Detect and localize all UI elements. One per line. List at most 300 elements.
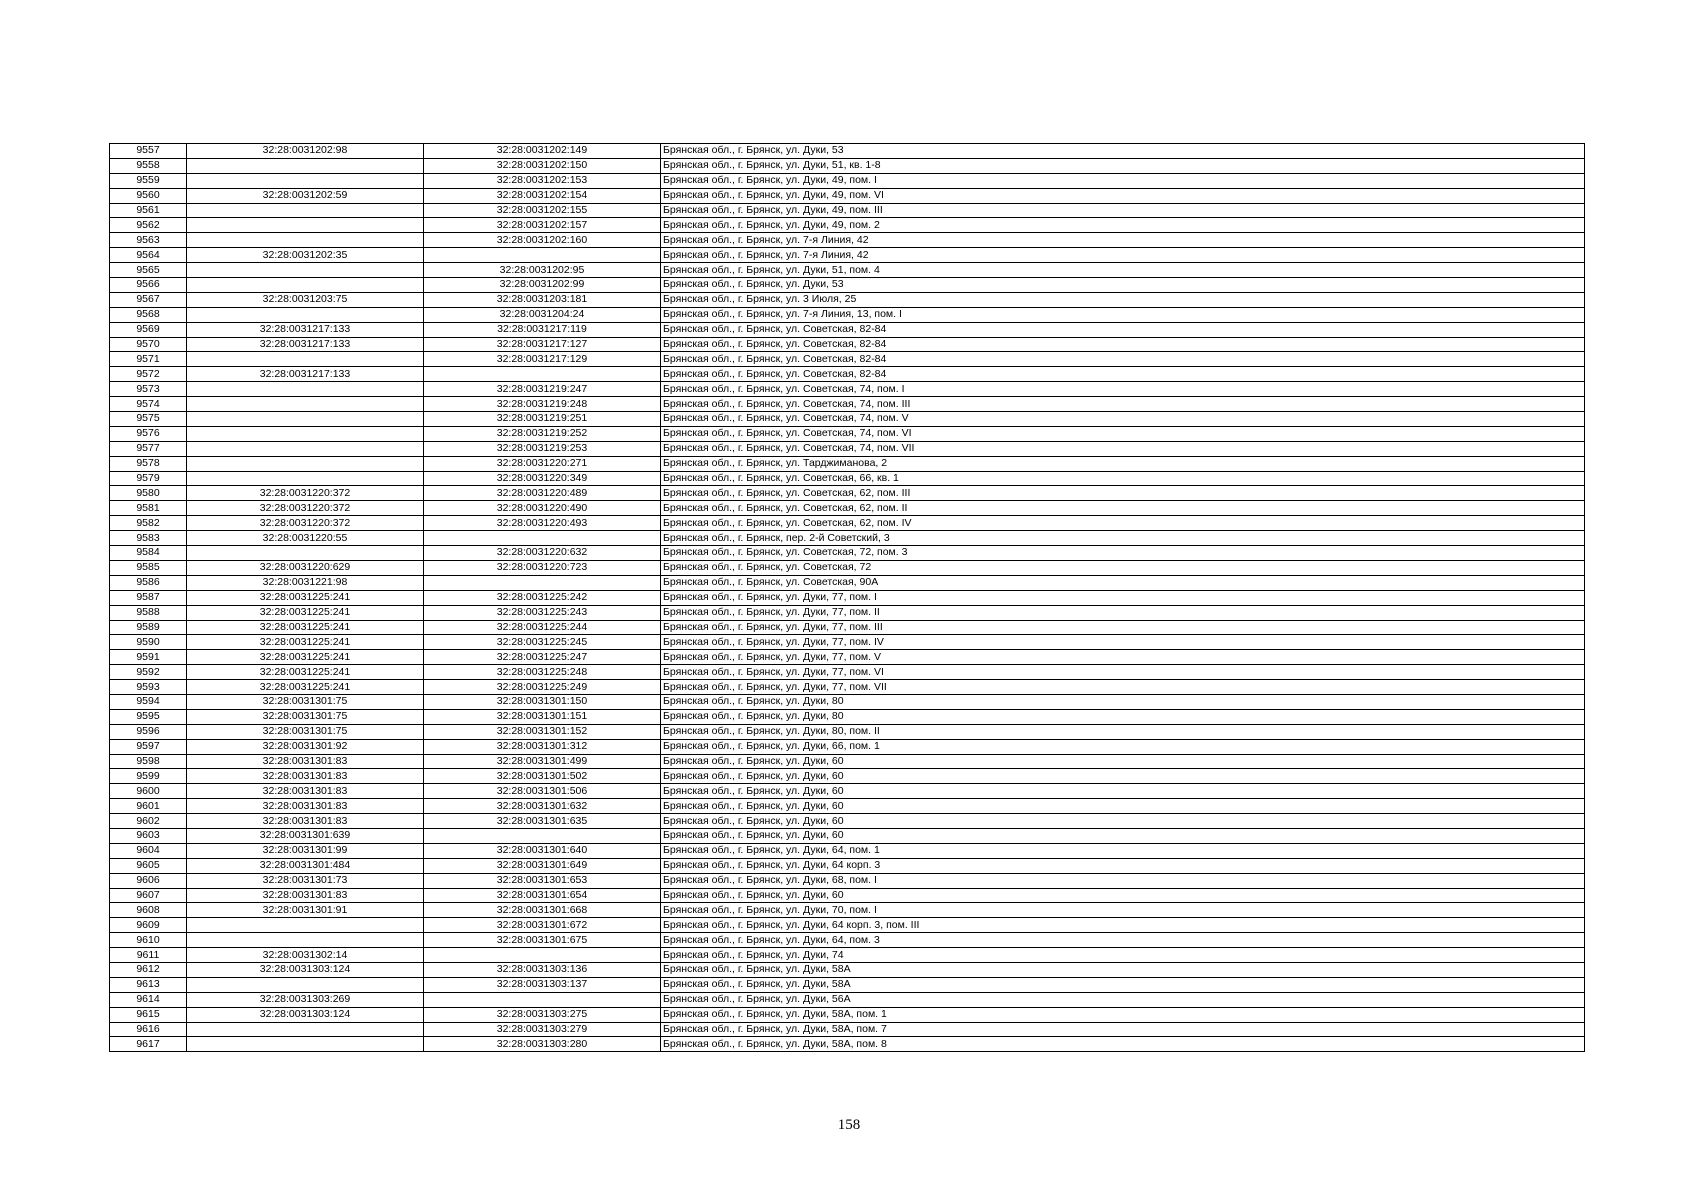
table-row xyxy=(110,888,1585,903)
parent-cadastral-number-cell: 32:28:0031225:241 xyxy=(187,665,424,680)
object-cadastral-number-cell: 32:28:0031217:127 xyxy=(424,337,661,352)
parent-cadastral-number-cell xyxy=(187,441,424,456)
table-row xyxy=(110,962,1585,977)
parent-cadastral-number-cell xyxy=(187,233,424,248)
object-cadastral-number-cell: 32:28:0031301:151 xyxy=(424,709,661,724)
table-row xyxy=(110,292,1585,307)
parent-cadastral-number-cell: 32:28:0031301:83 xyxy=(187,754,424,769)
address-cell: Брянская обл., г. Брянск, ул. Дуки, 53 xyxy=(661,144,1585,159)
address-cell: Брянская обл., г. Брянск, ул. Советская, 66, кв. 1 xyxy=(661,471,1585,486)
parent-cadastral-number-cell: 32:28:0031225:241 xyxy=(187,590,424,605)
row-number-cell: 9599 xyxy=(110,769,187,784)
address-cell: Брянская обл., г. Брянск, ул. Дуки, 77, пом. V xyxy=(661,650,1585,665)
table-row xyxy=(110,367,1585,382)
address-cell: Брянская обл., г. Брянск, ул. Дуки, 60 xyxy=(661,888,1585,903)
row-number-cell: 9592 xyxy=(110,665,187,680)
table-row xyxy=(110,799,1585,814)
row-number-cell: 9605 xyxy=(110,858,187,873)
object-cadastral-number-cell: 32:28:0031204:24 xyxy=(424,307,661,322)
row-number-cell: 9608 xyxy=(110,903,187,918)
parent-cadastral-number-cell xyxy=(187,158,424,173)
table-row xyxy=(110,814,1585,829)
object-cadastral-number-cell xyxy=(424,828,661,843)
parent-cadastral-number-cell xyxy=(187,546,424,561)
row-number-cell: 9562 xyxy=(110,218,187,233)
row-number-cell: 9596 xyxy=(110,724,187,739)
object-cadastral-number-cell: 32:28:0031303:275 xyxy=(424,1007,661,1022)
cadastral-table xyxy=(109,143,1585,1052)
row-number-cell: 9561 xyxy=(110,203,187,218)
object-cadastral-number-cell: 32:28:0031219:247 xyxy=(424,382,661,397)
address-cell: Брянская обл., г. Брянск, ул. Дуки, 64 корп. 3 xyxy=(661,858,1585,873)
address-cell: Брянская обл., г. Брянск, ул. Дуки, 58А, пом. 1 xyxy=(661,1007,1585,1022)
object-cadastral-number-cell: 32:28:0031202:157 xyxy=(424,218,661,233)
row-number-cell: 9563 xyxy=(110,233,187,248)
row-number-cell: 9578 xyxy=(110,456,187,471)
parent-cadastral-number-cell xyxy=(187,382,424,397)
address-cell: Брянская обл., г. Брянск, ул. Советская, 82-84 xyxy=(661,367,1585,382)
row-number-cell: 9610 xyxy=(110,933,187,948)
address-cell: Брянская обл., г. Брянск, ул. Дуки, 60 xyxy=(661,814,1585,829)
object-cadastral-number-cell: 32:28:0031225:247 xyxy=(424,650,661,665)
table-row xyxy=(110,873,1585,888)
parent-cadastral-number-cell: 32:28:0031301:639 xyxy=(187,828,424,843)
object-cadastral-number-cell: 32:28:0031219:248 xyxy=(424,397,661,412)
address-cell: Брянская обл., г. Брянск, ул. Дуки, 80 xyxy=(661,709,1585,724)
parent-cadastral-number-cell: 32:28:0031217:133 xyxy=(187,367,424,382)
table-row xyxy=(110,337,1585,352)
row-number-cell: 9606 xyxy=(110,873,187,888)
row-number-cell: 9603 xyxy=(110,828,187,843)
table-row xyxy=(110,948,1585,963)
object-cadastral-number-cell: 32:28:0031225:244 xyxy=(424,620,661,635)
table-row xyxy=(110,605,1585,620)
address-cell: Брянская обл., г. Брянск, ул. Дуки, 60 xyxy=(661,754,1585,769)
table-row xyxy=(110,680,1585,695)
object-cadastral-number-cell xyxy=(424,367,661,382)
address-cell: Брянская обл., г. Брянск, ул. Дуки, 58А xyxy=(661,977,1585,992)
row-number-cell: 9559 xyxy=(110,173,187,188)
object-cadastral-number-cell: 32:28:0031225:245 xyxy=(424,635,661,650)
row-number-cell: 9590 xyxy=(110,635,187,650)
table-row xyxy=(110,635,1585,650)
table-row xyxy=(110,769,1585,784)
table-row xyxy=(110,233,1585,248)
address-cell: Брянская обл., г. Брянск, ул. Дуки, 49, пом. I xyxy=(661,173,1585,188)
parent-cadastral-number-cell: 32:28:0031301:99 xyxy=(187,843,424,858)
parent-cadastral-number-cell: 32:28:0031302:14 xyxy=(187,948,424,963)
row-number-cell: 9584 xyxy=(110,546,187,561)
object-cadastral-number-cell: 32:28:0031217:119 xyxy=(424,322,661,337)
table-row xyxy=(110,1037,1585,1052)
address-cell: Брянская обл., г. Брянск, ул. Дуки, 64, пом. 3 xyxy=(661,933,1585,948)
row-number-cell: 9576 xyxy=(110,426,187,441)
object-cadastral-number-cell: 32:28:0031301:312 xyxy=(424,739,661,754)
parent-cadastral-number-cell: 32:28:0031303:124 xyxy=(187,1007,424,1022)
object-cadastral-number-cell: 32:28:0031203:181 xyxy=(424,292,661,307)
table-row xyxy=(110,516,1585,531)
address-cell: Брянская обл., г. Брянск, ул. Дуки, 77, пом. VI xyxy=(661,665,1585,680)
parent-cadastral-number-cell xyxy=(187,307,424,322)
row-number-cell: 9566 xyxy=(110,278,187,293)
object-cadastral-number-cell: 32:28:0031301:668 xyxy=(424,903,661,918)
address-cell: Брянская обл., г. Брянск, ул. Советская, 72 xyxy=(661,560,1585,575)
object-cadastral-number-cell: 32:28:0031202:155 xyxy=(424,203,661,218)
row-number-cell: 9612 xyxy=(110,962,187,977)
table-row xyxy=(110,426,1585,441)
address-cell: Брянская обл., г. Брянск, ул. Советская, 74, пом. VI xyxy=(661,426,1585,441)
object-cadastral-number-cell: 32:28:0031219:251 xyxy=(424,412,661,427)
table-row xyxy=(110,694,1585,709)
table-row xyxy=(110,218,1585,233)
parent-cadastral-number-cell: 32:28:0031225:241 xyxy=(187,635,424,650)
row-number-cell: 9609 xyxy=(110,918,187,933)
address-cell: Брянская обл., г. Брянск, ул. 7-я Линия, 42 xyxy=(661,233,1585,248)
object-cadastral-number-cell: 32:28:0031303:137 xyxy=(424,977,661,992)
parent-cadastral-number-cell: 32:28:0031202:98 xyxy=(187,144,424,159)
address-cell: Брянская обл., г. Брянск, ул. Тарджиманова, 2 xyxy=(661,456,1585,471)
row-number-cell: 9598 xyxy=(110,754,187,769)
object-cadastral-number-cell: 32:28:0031220:349 xyxy=(424,471,661,486)
row-number-cell: 9613 xyxy=(110,977,187,992)
row-number-cell: 9565 xyxy=(110,263,187,278)
parent-cadastral-number-cell: 32:28:0031220:372 xyxy=(187,486,424,501)
row-number-cell: 9617 xyxy=(110,1037,187,1052)
row-number-cell: 9614 xyxy=(110,992,187,1007)
row-number-cell: 9579 xyxy=(110,471,187,486)
address-cell: Брянская обл., г. Брянск, ул. Советская, 62, пом. IV xyxy=(661,516,1585,531)
parent-cadastral-number-cell: 32:28:0031301:83 xyxy=(187,799,424,814)
parent-cadastral-number-cell xyxy=(187,397,424,412)
row-number-cell: 9582 xyxy=(110,516,187,531)
table-row xyxy=(110,575,1585,590)
table-row xyxy=(110,709,1585,724)
row-number-cell: 9558 xyxy=(110,158,187,173)
object-cadastral-number-cell: 32:28:0031301:502 xyxy=(424,769,661,784)
address-cell: Брянская обл., г. Брянск, ул. Советская, 74, пом. V xyxy=(661,412,1585,427)
address-cell: Брянская обл., г. Брянск, ул. Дуки, 58А, пом. 8 xyxy=(661,1037,1585,1052)
address-cell: Брянская обл., г. Брянск, ул. Советская, 82-84 xyxy=(661,322,1585,337)
table-row xyxy=(110,188,1585,203)
object-cadastral-number-cell: 32:28:0031219:252 xyxy=(424,426,661,441)
parent-cadastral-number-cell: 32:28:0031220:372 xyxy=(187,501,424,516)
parent-cadastral-number-cell: 32:28:0031221:98 xyxy=(187,575,424,590)
address-cell: Брянская обл., г. Брянск, ул. Советская, 74, пом. III xyxy=(661,397,1585,412)
address-cell: Брянская обл., г. Брянск, ул. Дуки, 77, пом. III xyxy=(661,620,1585,635)
parent-cadastral-number-cell xyxy=(187,1037,424,1052)
address-cell: Брянская обл., г. Брянск, ул. Дуки, 58А, пом. 7 xyxy=(661,1022,1585,1037)
row-number-cell: 9560 xyxy=(110,188,187,203)
address-cell: Брянская обл., г. Брянск, ул. Советская, 74, пом. I xyxy=(661,382,1585,397)
row-number-cell: 9581 xyxy=(110,501,187,516)
row-number-cell: 9557 xyxy=(110,144,187,159)
address-cell: Брянская обл., г. Брянск, ул. Дуки, 70, пом. I xyxy=(661,903,1585,918)
table-row xyxy=(110,173,1585,188)
address-cell: Брянская обл., г. Брянск, ул. Дуки, 51, кв. 1-8 xyxy=(661,158,1585,173)
object-cadastral-number-cell xyxy=(424,248,661,263)
address-cell: Брянская обл., г. Брянск, ул. Дуки, 49, пом. 2 xyxy=(661,218,1585,233)
object-cadastral-number-cell: 32:28:0031301:649 xyxy=(424,858,661,873)
table-row xyxy=(110,739,1585,754)
table-row xyxy=(110,471,1585,486)
table-row xyxy=(110,382,1585,397)
row-number-cell: 9586 xyxy=(110,575,187,590)
row-number-cell: 9583 xyxy=(110,531,187,546)
object-cadastral-number-cell: 32:28:0031303:279 xyxy=(424,1022,661,1037)
parent-cadastral-number-cell: 32:28:0031225:241 xyxy=(187,650,424,665)
table-row xyxy=(110,144,1585,159)
address-cell: Брянская обл., г. Брянск, ул. Дуки, 60 xyxy=(661,784,1585,799)
parent-cadastral-number-cell xyxy=(187,263,424,278)
object-cadastral-number-cell: 32:28:0031301:632 xyxy=(424,799,661,814)
address-cell: Брянская обл., г. Брянск, ул. Советская, 74, пом. VII xyxy=(661,441,1585,456)
table-row xyxy=(110,828,1585,843)
row-number-cell: 9616 xyxy=(110,1022,187,1037)
parent-cadastral-number-cell: 32:28:0031220:55 xyxy=(187,531,424,546)
address-cell: Брянская обл., г. Брянск, ул. Дуки, 77, пом. I xyxy=(661,590,1585,605)
table-row xyxy=(110,933,1585,948)
parent-cadastral-number-cell: 32:28:0031220:629 xyxy=(187,560,424,575)
object-cadastral-number-cell: 32:28:0031301:654 xyxy=(424,888,661,903)
object-cadastral-number-cell: 32:28:0031225:242 xyxy=(424,590,661,605)
parent-cadastral-number-cell xyxy=(187,278,424,293)
object-cadastral-number-cell: 32:28:0031225:248 xyxy=(424,665,661,680)
parent-cadastral-number-cell xyxy=(187,352,424,367)
row-number-cell: 9601 xyxy=(110,799,187,814)
parent-cadastral-number-cell: 32:28:0031217:133 xyxy=(187,337,424,352)
object-cadastral-number-cell: 32:28:0031301:635 xyxy=(424,814,661,829)
object-cadastral-number-cell: 32:28:0031301:653 xyxy=(424,873,661,888)
page-number: 158 xyxy=(837,1117,861,1133)
object-cadastral-number-cell: 32:28:0031220:271 xyxy=(424,456,661,471)
address-cell: Брянская обл., г. Брянск, ул. Дуки, 68, пом. I xyxy=(661,873,1585,888)
address-cell: Брянская обл., г. Брянск, ул. Дуки, 80, пом. II xyxy=(661,724,1585,739)
object-cadastral-number-cell: 32:28:0031301:675 xyxy=(424,933,661,948)
parent-cadastral-number-cell: 32:28:0031301:75 xyxy=(187,709,424,724)
row-number-cell: 9571 xyxy=(110,352,187,367)
table-row xyxy=(110,278,1585,293)
object-cadastral-number-cell: 32:28:0031303:280 xyxy=(424,1037,661,1052)
parent-cadastral-number-cell: 32:28:0031301:83 xyxy=(187,888,424,903)
table-row xyxy=(110,724,1585,739)
parent-cadastral-number-cell: 32:28:0031225:241 xyxy=(187,680,424,695)
row-number-cell: 9594 xyxy=(110,694,187,709)
address-cell: Брянская обл., г. Брянск, ул. Дуки, 58А xyxy=(661,962,1585,977)
object-cadastral-number-cell: 32:28:0031202:95 xyxy=(424,263,661,278)
object-cadastral-number-cell: 32:28:0031301:672 xyxy=(424,918,661,933)
row-number-cell: 9607 xyxy=(110,888,187,903)
address-cell: Брянская обл., г. Брянск, ул. Дуки, 60 xyxy=(661,799,1585,814)
parent-cadastral-number-cell xyxy=(187,918,424,933)
parent-cadastral-number-cell: 32:28:0031303:269 xyxy=(187,992,424,1007)
parent-cadastral-number-cell: 32:28:0031220:372 xyxy=(187,516,424,531)
address-cell: Брянская обл., г. Брянск, ул. Советская, 90А xyxy=(661,575,1585,590)
parent-cadastral-number-cell: 32:28:0031301:73 xyxy=(187,873,424,888)
table-row xyxy=(110,784,1585,799)
object-cadastral-number-cell: 32:28:0031220:489 xyxy=(424,486,661,501)
parent-cadastral-number-cell: 32:28:0031301:75 xyxy=(187,694,424,709)
parent-cadastral-number-cell xyxy=(187,471,424,486)
table-row xyxy=(110,441,1585,456)
address-cell: Брянская обл., г. Брянск, пер. 2-й Советский, 3 xyxy=(661,531,1585,546)
address-cell: Брянская обл., г. Брянск, ул. Дуки, 49, пом. III xyxy=(661,203,1585,218)
address-cell: Брянская обл., г. Брянск, ул. Советская, 62, пом. II xyxy=(661,501,1585,516)
row-number-cell: 9570 xyxy=(110,337,187,352)
table-row xyxy=(110,620,1585,635)
address-cell: Брянская обл., г. Брянск, ул. Дуки, 77, пом. II xyxy=(661,605,1585,620)
parent-cadastral-number-cell xyxy=(187,1022,424,1037)
table-row xyxy=(110,977,1585,992)
parent-cadastral-number-cell xyxy=(187,456,424,471)
object-cadastral-number-cell: 32:28:0031303:136 xyxy=(424,962,661,977)
table-row xyxy=(110,412,1585,427)
table-row xyxy=(110,352,1585,367)
object-cadastral-number-cell: 32:28:0031225:243 xyxy=(424,605,661,620)
address-cell: Брянская обл., г. Брянск, ул. Дуки, 60 xyxy=(661,769,1585,784)
address-cell: Брянская обл., г. Брянск, ул. Советская, 82-84 xyxy=(661,337,1585,352)
object-cadastral-number-cell: 32:28:0031202:99 xyxy=(424,278,661,293)
parent-cadastral-number-cell: 32:28:0031301:91 xyxy=(187,903,424,918)
object-cadastral-number-cell: 32:28:0031202:150 xyxy=(424,158,661,173)
address-cell: Брянская обл., г. Брянск, ул. 3 Июля, 25 xyxy=(661,292,1585,307)
parent-cadastral-number-cell: 32:28:0031202:59 xyxy=(187,188,424,203)
table-row xyxy=(110,531,1585,546)
address-cell: Брянская обл., г. Брянск, ул. Дуки, 80 xyxy=(661,694,1585,709)
table-row xyxy=(110,903,1585,918)
object-cadastral-number-cell: 32:28:0031220:632 xyxy=(424,546,661,561)
table-row xyxy=(110,843,1585,858)
table-row xyxy=(110,918,1585,933)
address-cell: Брянская обл., г. Брянск, ул. Дуки, 56А xyxy=(661,992,1585,1007)
table-row xyxy=(110,263,1585,278)
row-number-cell: 9588 xyxy=(110,605,187,620)
address-cell: Брянская обл., г. Брянск, ул. Дуки, 60 xyxy=(661,828,1585,843)
parent-cadastral-number-cell xyxy=(187,203,424,218)
object-cadastral-number-cell: 32:28:0031301:152 xyxy=(424,724,661,739)
object-cadastral-number-cell: 32:28:0031202:154 xyxy=(424,188,661,203)
address-cell: Брянская обл., г. Брянск, ул. 7-я Линия, 13, пом. I xyxy=(661,307,1585,322)
row-number-cell: 9580 xyxy=(110,486,187,501)
row-number-cell: 9611 xyxy=(110,948,187,963)
row-number-cell: 9604 xyxy=(110,843,187,858)
object-cadastral-number-cell: 32:28:0031202:153 xyxy=(424,173,661,188)
row-number-cell: 9568 xyxy=(110,307,187,322)
parent-cadastral-number-cell xyxy=(187,933,424,948)
address-cell: Брянская обл., г. Брянск, ул. Дуки, 53 xyxy=(661,278,1585,293)
parent-cadastral-number-cell xyxy=(187,218,424,233)
table-row xyxy=(110,754,1585,769)
parent-cadastral-number-cell: 32:28:0031225:241 xyxy=(187,620,424,635)
table-row xyxy=(110,158,1585,173)
object-cadastral-number-cell xyxy=(424,948,661,963)
table-row xyxy=(110,560,1585,575)
object-cadastral-number-cell: 32:28:0031220:490 xyxy=(424,501,661,516)
address-cell: Брянская обл., г. Брянск, ул. Советская, 72, пом. 3 xyxy=(661,546,1585,561)
object-cadastral-number-cell: 32:28:0031220:723 xyxy=(424,560,661,575)
address-cell: Брянская обл., г. Брянск, ул. Дуки, 66, пом. 1 xyxy=(661,739,1585,754)
row-number-cell: 9600 xyxy=(110,784,187,799)
address-cell: Брянская обл., г. Брянск, ул. Дуки, 51, пом. 4 xyxy=(661,263,1585,278)
address-cell: Брянская обл., г. Брянск, ул. Дуки, 74 xyxy=(661,948,1585,963)
table-row xyxy=(110,501,1585,516)
table-row xyxy=(110,307,1585,322)
row-number-cell: 9564 xyxy=(110,248,187,263)
object-cadastral-number-cell xyxy=(424,531,661,546)
row-number-cell: 9589 xyxy=(110,620,187,635)
row-number-cell: 9595 xyxy=(110,709,187,724)
table-row xyxy=(110,858,1585,873)
object-cadastral-number-cell xyxy=(424,575,661,590)
object-cadastral-number-cell: 32:28:0031220:493 xyxy=(424,516,661,531)
row-number-cell: 9577 xyxy=(110,441,187,456)
row-number-cell: 9587 xyxy=(110,590,187,605)
table-row xyxy=(110,650,1585,665)
object-cadastral-number-cell: 32:28:0031301:506 xyxy=(424,784,661,799)
address-cell: Брянская обл., г. Брянск, ул. Советская, 82-84 xyxy=(661,352,1585,367)
parent-cadastral-number-cell: 32:28:0031217:133 xyxy=(187,322,424,337)
parent-cadastral-number-cell: 32:28:0031301:83 xyxy=(187,769,424,784)
address-cell: Брянская обл., г. Брянск, ул. Дуки, 77, пом. VII xyxy=(661,680,1585,695)
parent-cadastral-number-cell xyxy=(187,173,424,188)
row-number-cell: 9574 xyxy=(110,397,187,412)
parent-cadastral-number-cell: 32:28:0031225:241 xyxy=(187,605,424,620)
row-number-cell: 9572 xyxy=(110,367,187,382)
table-row xyxy=(110,486,1585,501)
row-number-cell: 9593 xyxy=(110,680,187,695)
row-number-cell: 9569 xyxy=(110,322,187,337)
row-number-cell: 9597 xyxy=(110,739,187,754)
table-row xyxy=(110,590,1585,605)
table-row xyxy=(110,1022,1585,1037)
address-cell: Брянская обл., г. Брянск, ул. 7-я Линия, 42 xyxy=(661,248,1585,263)
address-cell: Брянская обл., г. Брянск, ул. Дуки, 64, пом. 1 xyxy=(661,843,1585,858)
parent-cadastral-number-cell: 32:28:0031301:83 xyxy=(187,784,424,799)
parent-cadastral-number-cell xyxy=(187,977,424,992)
parent-cadastral-number-cell: 32:28:0031301:83 xyxy=(187,814,424,829)
table-body xyxy=(110,144,1585,1052)
parent-cadastral-number-cell: 32:28:0031303:124 xyxy=(187,962,424,977)
object-cadastral-number-cell: 32:28:0031202:160 xyxy=(424,233,661,248)
row-number-cell: 9573 xyxy=(110,382,187,397)
parent-cadastral-number-cell xyxy=(187,426,424,441)
parent-cadastral-number-cell: 32:28:0031301:75 xyxy=(187,724,424,739)
row-number-cell: 9615 xyxy=(110,1007,187,1022)
table-row xyxy=(110,456,1585,471)
address-cell: Брянская обл., г. Брянск, ул. Советская, 62, пом. III xyxy=(661,486,1585,501)
row-number-cell: 9567 xyxy=(110,292,187,307)
row-number-cell: 9591 xyxy=(110,650,187,665)
table-row xyxy=(110,665,1585,680)
object-cadastral-number-cell: 32:28:0031301:640 xyxy=(424,843,661,858)
row-number-cell: 9602 xyxy=(110,814,187,829)
table-row xyxy=(110,397,1585,412)
row-number-cell: 9575 xyxy=(110,412,187,427)
table-row xyxy=(110,248,1585,263)
table-row xyxy=(110,1007,1585,1022)
table-row xyxy=(110,992,1585,1007)
table-row xyxy=(110,546,1585,561)
parent-cadastral-number-cell xyxy=(187,412,424,427)
address-cell: Брянская обл., г. Брянск, ул. Дуки, 49, пом. VI xyxy=(661,188,1585,203)
object-cadastral-number-cell: 32:28:0031217:129 xyxy=(424,352,661,367)
object-cadastral-number-cell: 32:28:0031219:253 xyxy=(424,441,661,456)
table-row xyxy=(110,322,1585,337)
parent-cadastral-number-cell: 32:28:0031203:75 xyxy=(187,292,424,307)
parent-cadastral-number-cell: 32:28:0031202:35 xyxy=(187,248,424,263)
object-cadastral-number-cell: 32:28:0031301:499 xyxy=(424,754,661,769)
address-cell: Брянская обл., г. Брянск, ул. Дуки, 64 корп. 3, пом. III xyxy=(661,918,1585,933)
address-cell: Брянская обл., г. Брянск, ул. Дуки, 77, пом. IV xyxy=(661,635,1585,650)
